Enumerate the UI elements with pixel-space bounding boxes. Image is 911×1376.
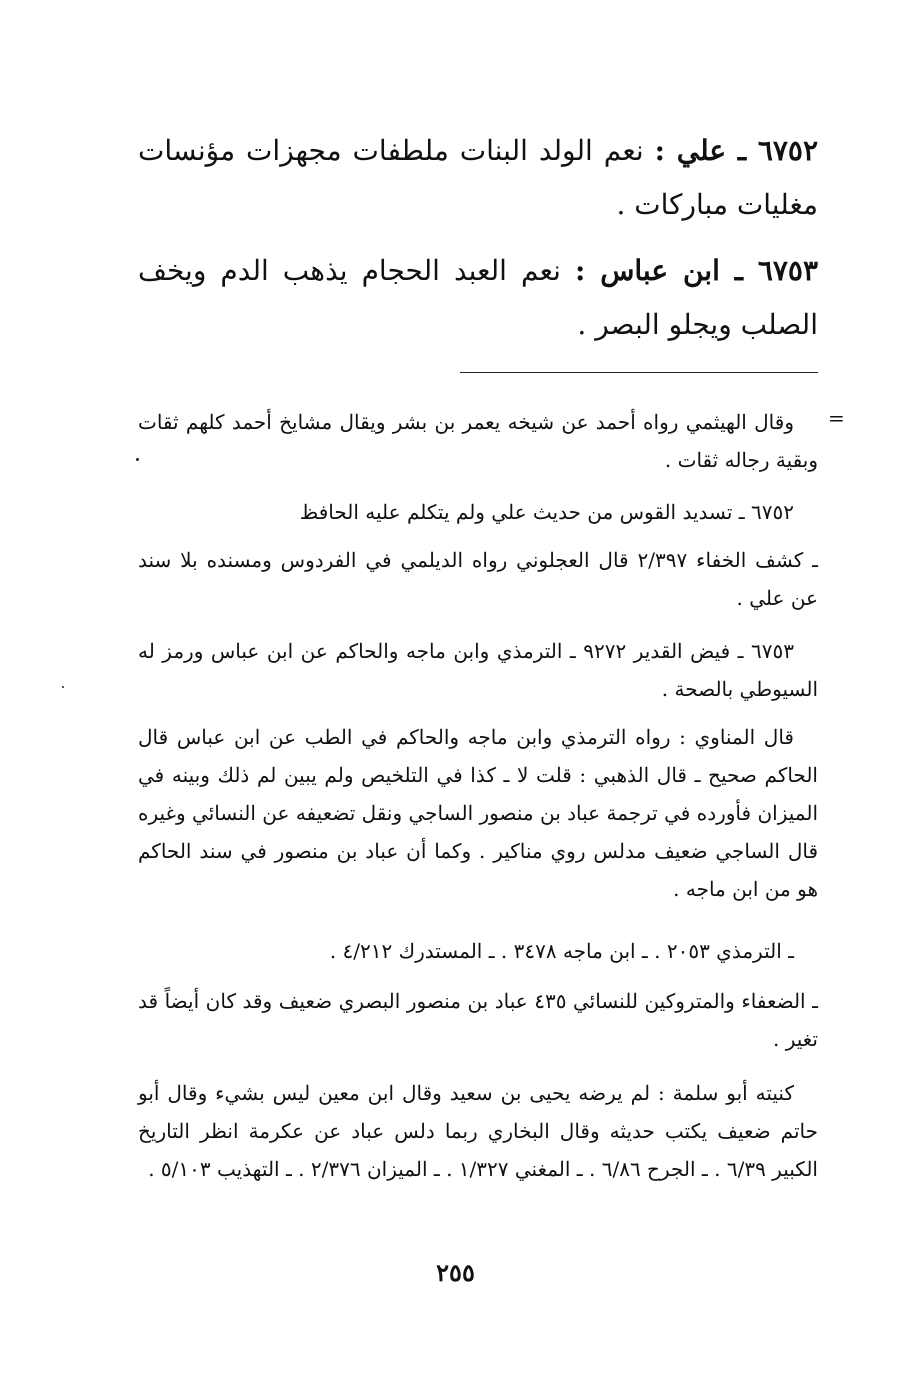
footnote-paragraph: ـ كشف الخفاء ٢/٣٩٧ قال العجلوني رواه الديلمي في الفردوس ومسنده بلا سند عن علي . xyxy=(138,548,818,610)
footnote-separator xyxy=(460,372,818,373)
entry-dash: ـ xyxy=(726,134,758,167)
hadith-entry-6753 xyxy=(138,244,818,352)
footnote-paragraph: ـ الضعفاء والمتروكين للنسائي ٤٣٥ عباد بن منصور البصري ضعيف وقد كان أيضاً قد تغير . xyxy=(138,989,818,1051)
entry-text: نعم الولد البنات ملطفات مجهزات مؤنسات مغليات مباركات . xyxy=(138,134,818,221)
footnote-continuation-mark: = xyxy=(828,406,845,430)
footnote-paragraph: كنيته أبو سلمة : لم يرضه يحيى بن سعيد وقال ابن معين ليس بشيء وقال أبو حاتم ضعيف يكتب حديثه وقال البخاري ربما دلس عباد عن عكرمة انظر التاريخ الكبير ٦/٣٩ . ـ الجرح ٦/٨٦ . ـ المغني ١/٣٢٧ . ـ الميزان ٢/٣٧٦ . ـ التهذيب ٥/١٠٣ . xyxy=(138,1081,818,1181)
entry-narrator: علي : xyxy=(654,134,727,167)
hadith-entry-6752 xyxy=(138,124,818,232)
entry-number: ٦٧٥٢ xyxy=(757,134,818,167)
footnote-paragraph: ٦٧٥٢ ـ تسديد القوس من حديث علي ولم يتكلم عليه الحافظ xyxy=(299,500,794,524)
footnote-paragraph: قال المناوي : رواه الترمذي وابن ماجه والحاكم في الطب عن ابن عباس قال الحاكم صحيح ـ قال الذهبي : قلت لا ـ كذا في التلخيص ولم يبين لم ذلك وبينه في الميزان فأورده في ترجمة عباد بن منصور الساجي ونقل تضعيفه عن النسائي وغيره قال الساجي ضعيف مدلس روي مناكير . وكما أن عباد بن منصور في سند الحاكم هو من ابن ماجه . xyxy=(138,725,818,901)
stray-dot xyxy=(136,458,139,461)
stray-dot xyxy=(62,686,64,688)
entry-dash: ـ xyxy=(719,254,758,287)
entry-text: نعم العبد الحجام يذهب الدم ويخف الصلب ويجلو البصر . xyxy=(138,254,818,341)
entry-number: ٦٧٥٣ xyxy=(757,254,818,287)
page-number: ٢٥٥ xyxy=(436,1258,475,1287)
footnote-paragraph: ٦٧٥٣ ـ فيض القدير ٩٢٧٢ ـ الترمذي وابن ماجه والحاكم عن ابن عباس ورمز له السيوطي بالصحة . xyxy=(138,639,818,701)
footnote-paragraph: ـ الترمذي ٢٠٥٣ . ـ ابن ماجه ٣٤٧٨ . ـ المستدرك ٤/٢١٢ . xyxy=(329,939,794,963)
entry-narrator: ابن عباس : xyxy=(574,254,720,287)
footnote-paragraph: وقال الهيثمي رواه أحمد عن شيخه يعمر بن بشر ويقال مشايخ أحمد كلهم ثقات وبقية رجاله ثقات . xyxy=(138,410,818,472)
